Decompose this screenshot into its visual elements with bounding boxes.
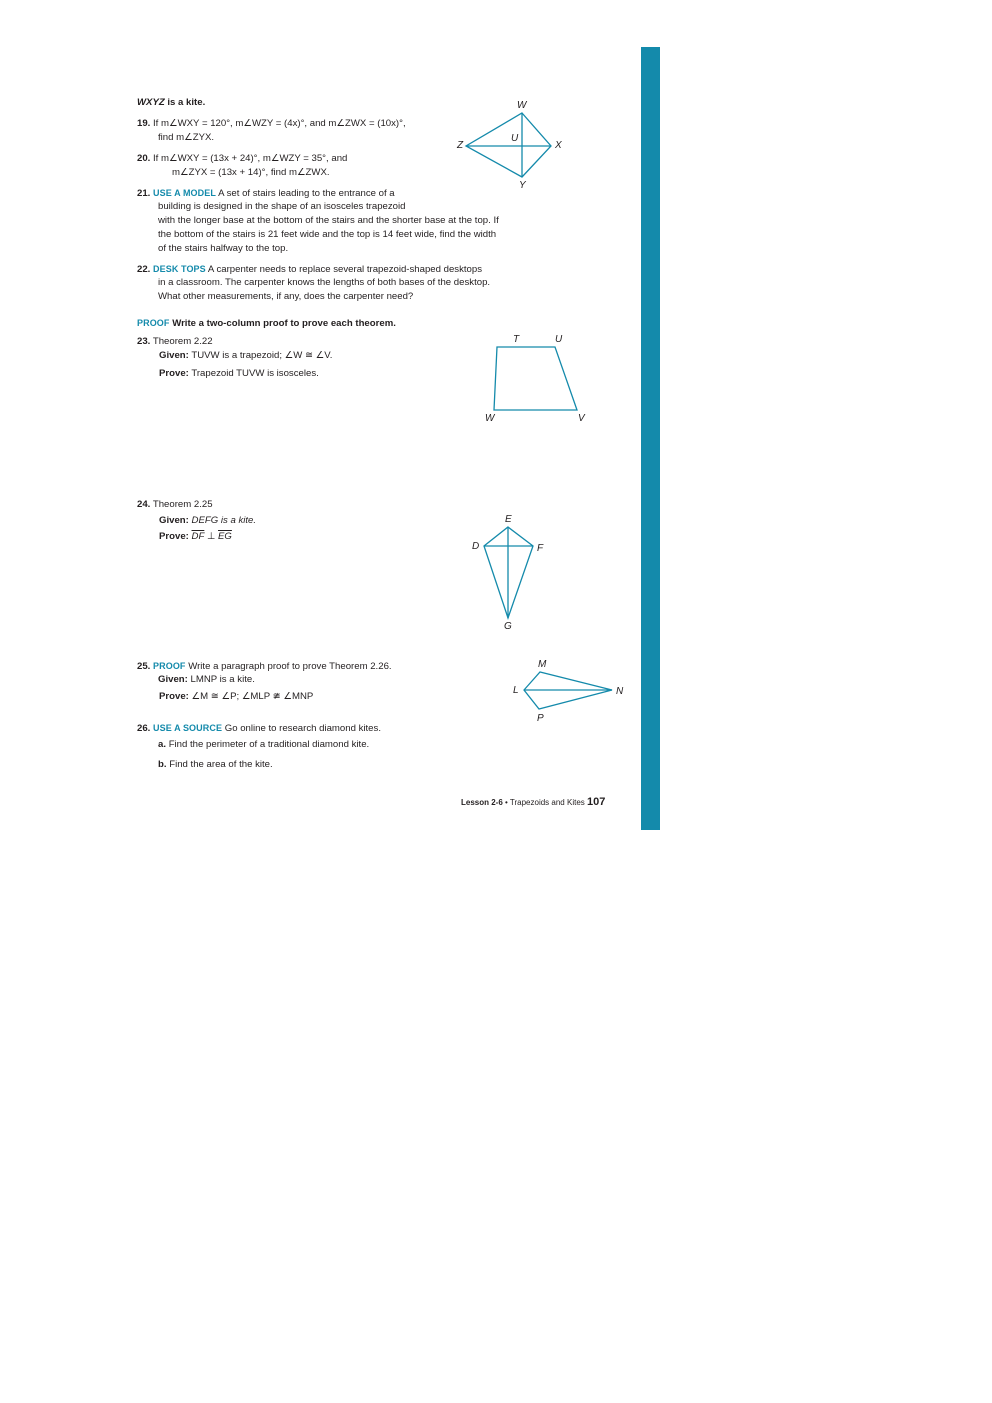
label-d: D	[472, 541, 480, 552]
label-u-trap: U	[555, 334, 563, 345]
proof-tag: PROOF	[153, 661, 186, 671]
problem-26-b: b. Find the area of the kite.	[158, 759, 273, 770]
label-f: F	[537, 543, 544, 554]
page-number: 107	[586, 796, 606, 808]
use-a-model-tag: USE A MODEL	[153, 188, 216, 198]
proof-heading: PROOF Write a two-column proof to prove each theorem.	[137, 318, 396, 329]
problem-19-line2: find m∠ZYX.	[158, 132, 215, 143]
label-n: N	[616, 686, 624, 697]
kite-wxyz-outline	[466, 113, 551, 177]
label-x: X	[555, 140, 562, 151]
problem-24-given: Given: DEFG is a kite.	[159, 515, 257, 526]
label-g: G	[504, 621, 512, 632]
problem-20-line2: m∠ZYX = (13x + 14)°, find m∠ZWX.	[172, 167, 330, 178]
problem-25-given: Given: LMNP is a kite.	[158, 674, 255, 685]
label-l: L	[513, 685, 519, 696]
footer-lesson: Lesson 2-6	[461, 798, 503, 807]
problem-23: 23. Theorem 2.22	[137, 336, 213, 347]
problem-22-line2: in a classroom. The carpenter knows the lengths of both bases of the desktop.	[158, 277, 491, 288]
segment-df: $\overline{DF}$	[191, 531, 205, 542]
label-w: W	[517, 100, 527, 111]
label-t: T	[513, 334, 520, 345]
problem-25-prove: Prove: ∠M ≅ ∠P; ∠MLP ≇ ∠MNP	[159, 691, 314, 702]
problem-21: 21. USE A MODEL A set of stairs leading to the entrance of a	[137, 188, 395, 199]
problem-22: 22. DESK TOPS A carpenter needs to replace several trapezoid-shaped desktops	[137, 264, 483, 275]
page-footer: Lesson 2-6 • Trapezoids and Kites 107	[461, 796, 606, 808]
problem-22-line3: What other measurements, if any, does the carpenter need?	[158, 291, 414, 302]
problem-21-line2: building is designed in the shape of an isosceles trapezoid	[158, 201, 406, 212]
problem-25: 25. PROOF Write a paragraph proof to prove Theorem 2.26.	[137, 661, 392, 672]
problem-20: 20. If m∠WXY = (13x + 24)°, m∠WZY = 35°, and	[137, 153, 348, 164]
problem-26-a: a. Find the perimeter of a traditional diamond kite.	[158, 739, 370, 750]
problem-26: 26. USE A SOURCE Go online to research diamond kites.	[137, 723, 381, 734]
desk-tops-tag: DESK TOPS	[153, 264, 206, 274]
problem-23-prove: Prove: Trapezoid TUVW is isosceles.	[159, 368, 319, 379]
label-p: P	[537, 713, 544, 724]
label-w-trap: W	[485, 413, 495, 424]
problem-24-prove: Prove: $\overline{DF}$ ⊥ $\overline{EG}$	[159, 531, 232, 542]
problem-21-line4: the bottom of the stairs is 21 feet wide and the top is 14 feet wide, find the width	[158, 229, 497, 240]
problem-19: 19. If m∠WXY = 120°, m∠WZY = (4x)°, and m∠ZWX = (10x)°,	[137, 118, 406, 129]
label-e: E	[505, 514, 512, 525]
label-u: U	[511, 133, 519, 144]
kite-heading: WXYZ is a kite.	[137, 97, 206, 108]
problem-23-given: Given: TUVW is a trapezoid; ∠W ≅ ∠V.	[159, 350, 333, 361]
problem-21-line3: with the longer base at the bottom of the stairs and the shorter base at the top. If	[158, 215, 499, 226]
footer-title: Trapezoids and Kites	[509, 798, 587, 807]
segment-eg: $\overline{EG}$	[218, 531, 232, 542]
problem-21-line5: of the stairs halfway to the top.	[158, 243, 289, 254]
label-z: Z	[457, 140, 464, 151]
use-a-source-tag: USE A SOURCE	[153, 723, 223, 733]
label-v: V	[578, 413, 585, 424]
label-y: Y	[519, 180, 526, 191]
label-m: M	[538, 659, 547, 670]
problem-24: 24. Theorem 2.25	[137, 499, 213, 510]
trapezoid-tuvw-outline	[494, 347, 577, 410]
